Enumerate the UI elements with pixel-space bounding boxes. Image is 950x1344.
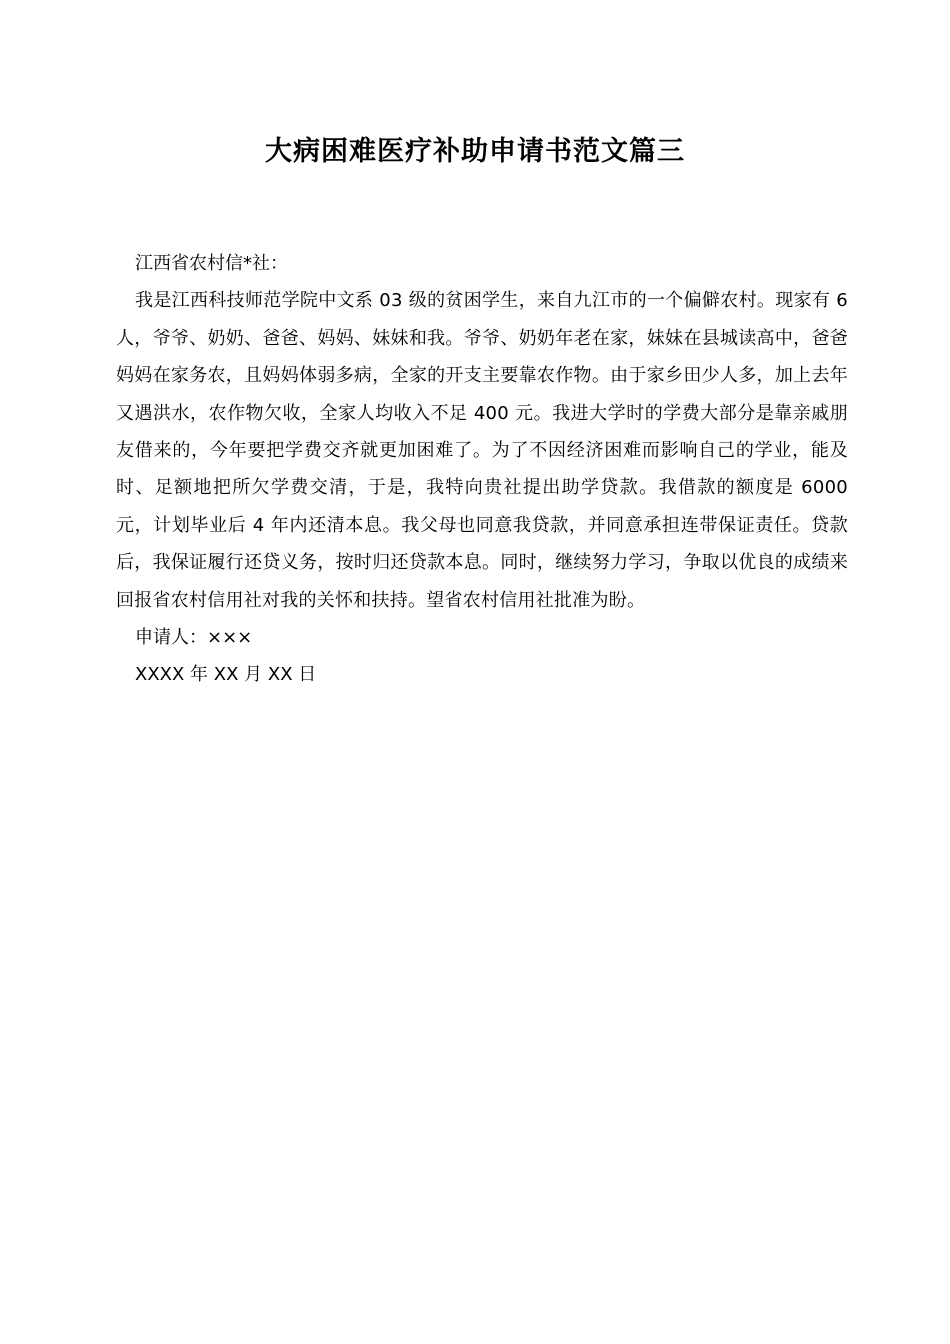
salutation: 江西省农村信*社： bbox=[135, 253, 288, 274]
document-content bbox=[116, 245, 848, 694]
signer-line: 申请人：××× bbox=[135, 627, 253, 649]
date-line: XXXX 年 XX 月 XX 日 bbox=[135, 664, 317, 686]
body-paragraph: 我是江西科技师范学院中文系 03 级的贫困学生，来自九江市的一个偏僻农村。现家有 6 人，爷爷、奶奶、爸爸、妈妈、妹妹和我。爷爷、奶奶年老在家，妹妹在县城读高中，爸爸妈妈在家务农，且妈妈体弱多病，全家的开支主要靠农作物。由于家乡田少人多，加上去年又遇洪水，农作物欠收，全家人均收入不足 400 元。我进大学时的学费大部分是靠亲戚朋友借来的，今年要把学费交齐就更加困难了。为了不因经济困难而影响自己的学业，能及时、足额地把所欠学费交清，于是，我特向贵社提出助学贷款。我借款的额度是 6000 元，计划毕业后 4 年内还清本息。我父母也同意我贷款，并同意承担连带保证责任。贷款后，我保证履行还贷义务，按时归还贷款本息。同时，继续努力学习，争取以优良的成绩来回报省农村信用社对我的关怀和扶持。望省农村信用社批准为盼。 bbox=[116, 290, 848, 611]
document-title: 大病困难医疗补助申请书范文篇三 bbox=[265, 136, 685, 167]
